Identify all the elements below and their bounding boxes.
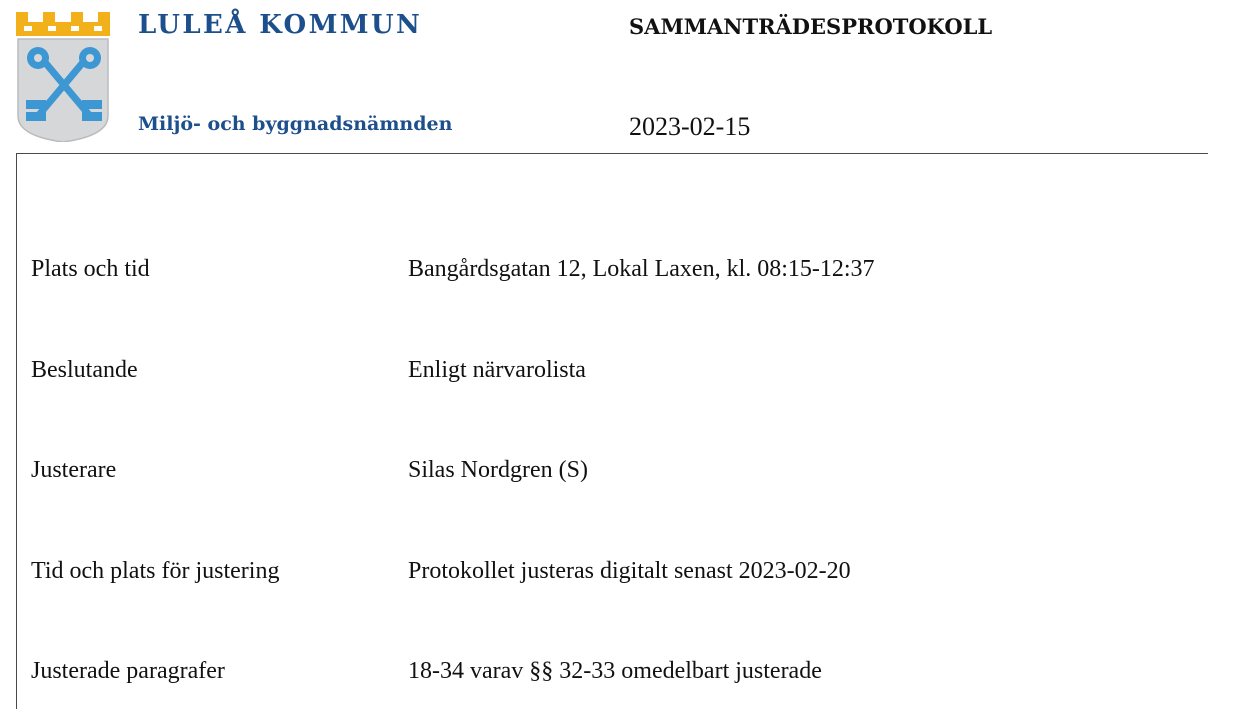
info-value: Silas Nordgren (S) [408, 457, 588, 483]
organization-name: LULEÅ KOMMUN [138, 10, 423, 40]
document-type: SAMMANTRÄDESPROTOKOLL [629, 14, 993, 39]
info-label: Justerade paragrafer [31, 658, 225, 684]
info-label: Tid och plats för justering [31, 558, 280, 584]
document-date: 2023-02-15 [629, 112, 751, 141]
info-value: Enligt närvarolista [408, 357, 586, 383]
info-value: Protokollet justeras digitalt senast 2023-02-20 [408, 558, 851, 584]
department-name: Miljö- och byggnadsnämnden [138, 113, 453, 135]
info-label: Beslutande [31, 357, 138, 383]
info-label: Justerare [31, 457, 117, 483]
info-row-adjustment-time-place [31, 558, 1201, 592]
info-row-decision-makers [31, 357, 1201, 391]
lulea-coat-of-arms-icon [16, 12, 110, 142]
header-divider [16, 153, 1208, 154]
info-value: Bangårdsgatan 12, Lokal Laxen, kl. 08:15-12:37 [408, 256, 875, 282]
info-value: 18-34 varav §§ 32-33 omedelbart justerade [408, 658, 822, 684]
info-label: Plats och tid [31, 256, 150, 282]
info-row-adjusted-paragraphs [31, 658, 1201, 692]
left-margin-rule [16, 153, 17, 709]
info-row-place-and-time [31, 256, 1201, 290]
info-row-adjuster [31, 457, 1201, 491]
